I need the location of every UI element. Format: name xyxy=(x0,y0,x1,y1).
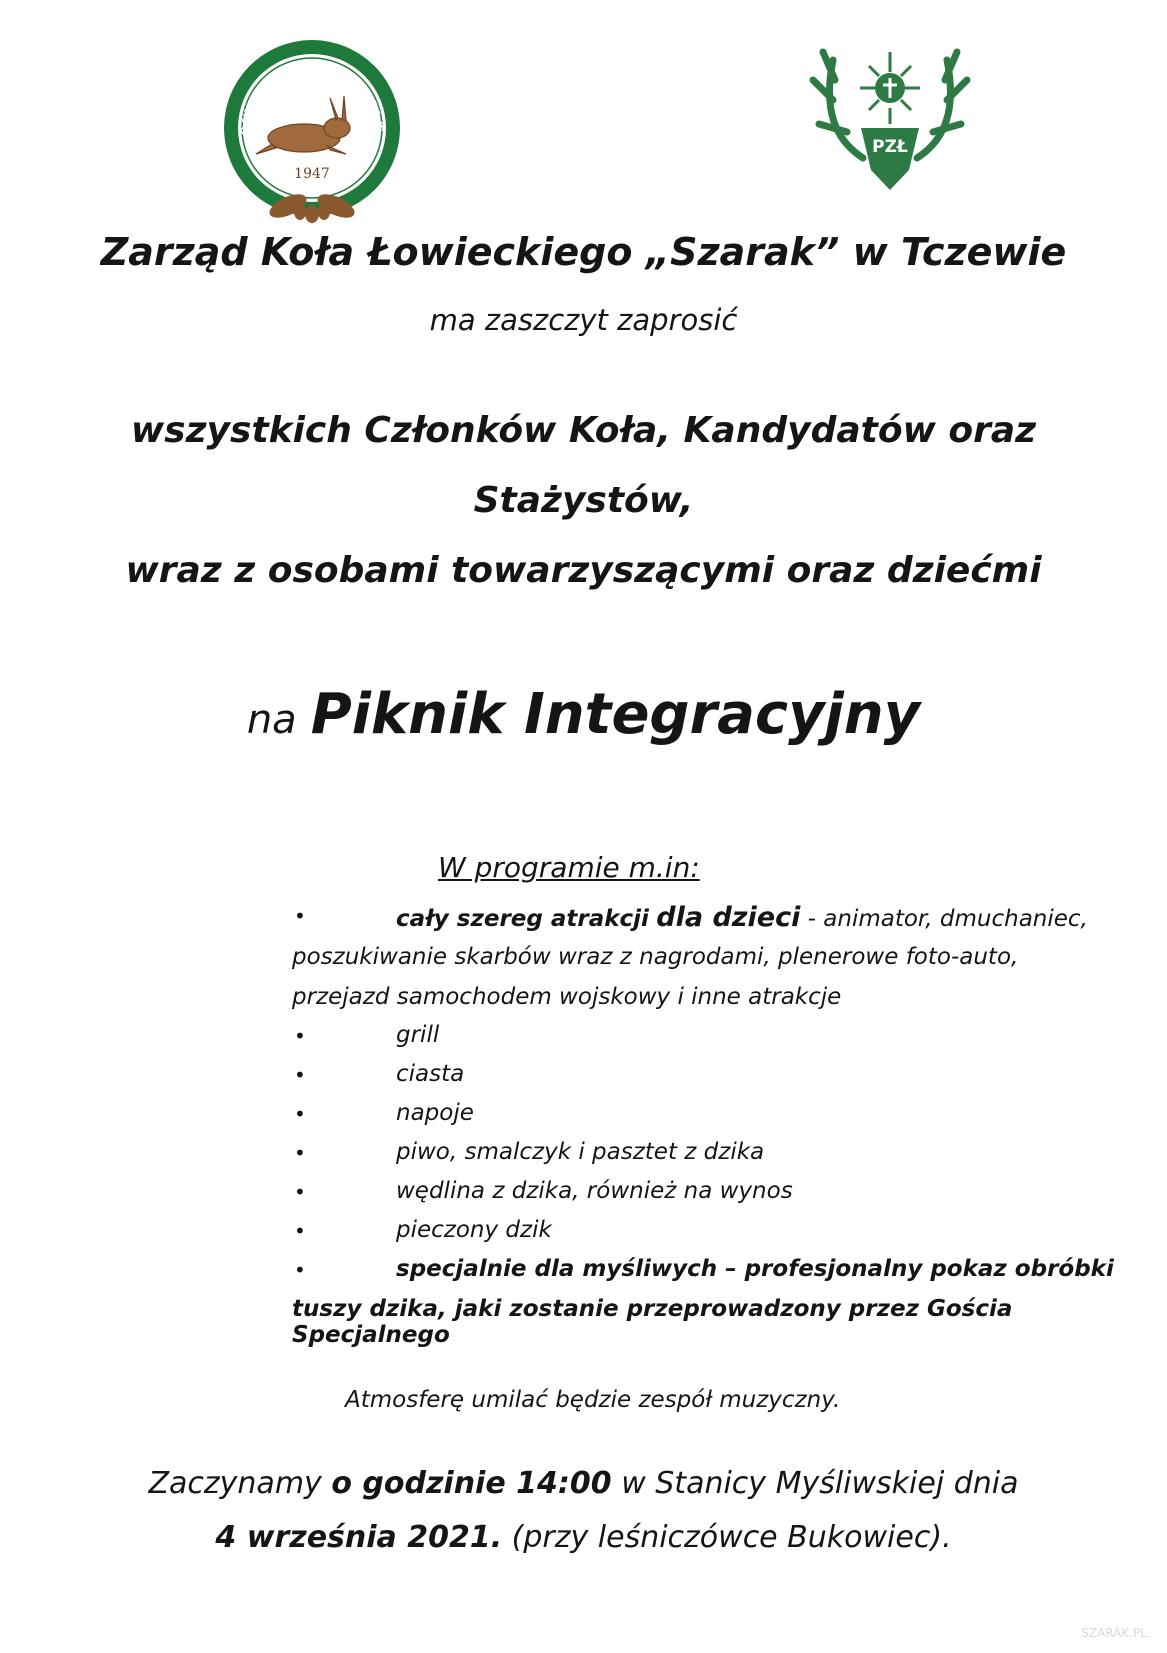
list-item-continuation: przejazd samochodem wojskowy i inne atrakcje xyxy=(292,984,842,1010)
bullet-icon: • xyxy=(294,1024,306,1048)
invitation-subtitle: ma zaszczyt zaprosić xyxy=(429,303,738,337)
bullet-icon: • xyxy=(294,1219,306,1243)
stag-head-cross-icon xyxy=(805,40,975,200)
hare-emblem-icon xyxy=(218,36,406,224)
event-title xyxy=(0,682,1167,747)
list-item: cały szereg atrakcji dla dzieci - animator, dmuchaniec, xyxy=(396,902,1088,933)
bullet-icon: • xyxy=(294,1063,306,1087)
event-name: Piknik Integracyjny xyxy=(310,682,921,747)
list-item: pieczony dzik xyxy=(396,1217,552,1243)
date-location-line: 4 września 2021. (przy leśniczówce Bukowiec). xyxy=(215,1520,952,1555)
invitees-line-3: wraz z osobami towarzyszącymi oraz dziećmi xyxy=(125,550,1042,591)
music-note: Atmosferę umilać będzie zespół muzyczny. xyxy=(345,1387,841,1413)
invitees-line-1: wszystkich Członków Koła, Kandydatów oraz xyxy=(130,410,1037,451)
watermark: SZARAK.PL xyxy=(1081,1626,1147,1640)
event-prefix: na xyxy=(246,697,297,743)
list-item: grill xyxy=(396,1022,440,1048)
bullet-icon: • xyxy=(294,1180,306,1204)
page-title: Zarząd Koła Łowieckiego „Szarak” w Tczewie xyxy=(100,230,1067,274)
bullet-icon: • xyxy=(294,1258,306,1282)
program-heading: W programie m.in: xyxy=(438,851,700,884)
invitees-line-2: Stażystów, xyxy=(473,480,694,521)
list-item: piwo, smalczyk i pasztet z dzika xyxy=(396,1139,765,1165)
list-item: ciasta xyxy=(396,1061,465,1087)
logo-year: 1947 xyxy=(294,166,330,182)
list-item-continuation: tuszy dzika, jaki zostanie przeprowadzony przez Gościa Specjalnego xyxy=(292,1296,1013,1348)
list-item: napoje xyxy=(396,1100,474,1126)
hunting-club-szarak-logo xyxy=(218,36,406,224)
list-item: wędlina z dzika, również na wynos xyxy=(396,1178,793,1204)
list-item: specjalnie dla myśliwych – profesjonalny pokaz obróbki xyxy=(396,1256,1114,1282)
list-item-continuation: poszukiwanie skarbów wraz z nagrodami, plenerowe foto-auto, xyxy=(292,944,1019,970)
bullet-icon: • xyxy=(294,904,306,928)
ring-text: OWIECKIE "SZARAK" W T xyxy=(238,58,386,136)
bullet-icon: • xyxy=(294,1141,306,1165)
start-time-line: Zaczynamy o godzinie 14:00 w Stanicy Myśliwskiej dnia xyxy=(148,1466,1019,1501)
pzl-label: PZŁ xyxy=(872,137,908,157)
bullet-icon: • xyxy=(294,1102,306,1126)
pzl-logo xyxy=(805,40,975,200)
